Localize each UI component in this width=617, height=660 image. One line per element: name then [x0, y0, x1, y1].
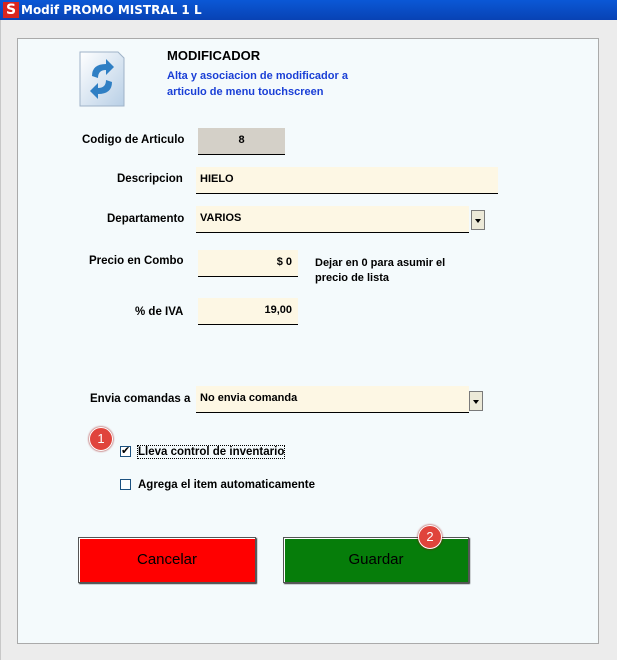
precio-label: Precio en Combo	[89, 255, 184, 267]
header-title: MODIFICADOR	[167, 48, 261, 63]
departamento-dropdown-button[interactable]	[471, 210, 485, 230]
codigo-label: Codigo de Articulo	[82, 134, 185, 146]
refresh-icon	[78, 48, 126, 108]
window-title: Modif PROMO MISTRAL 1 L	[21, 3, 202, 17]
iva-label: % de IVA	[135, 306, 184, 318]
annotation-badge-1: 1	[89, 427, 113, 451]
automatico-label[interactable]: Agrega el item automaticamente	[138, 479, 316, 491]
app-icon: S	[3, 2, 19, 18]
iva-field[interactable]: 19,00	[198, 298, 298, 325]
departamento-select[interactable]: VARIOS	[196, 206, 469, 233]
annotation-badge-2: 2	[418, 525, 442, 549]
codigo-field: 8	[198, 128, 285, 155]
descripcion-field[interactable]: HIELO	[196, 167, 498, 194]
precio-note: Dejar en 0 para asumir el precio de lista	[315, 257, 446, 284]
title-bar	[0, 0, 617, 20]
descripcion-label: Descripcion	[117, 173, 183, 185]
comandas-select[interactable]: No envia comanda	[196, 386, 469, 413]
comandas-label: Envia comandas a	[90, 393, 191, 405]
inventario-checkbox[interactable]: ✔	[121, 445, 131, 457]
departamento-label: Departamento	[107, 213, 185, 225]
inventario-label[interactable]: Lleva control de inventario	[138, 446, 285, 458]
cancel-button[interactable]: Cancelar	[78, 537, 256, 583]
automatico-checkbox[interactable]	[120, 479, 131, 490]
header-subtitle: Alta y asociacion de modificador a articulo de menu touchscreen	[167, 70, 348, 98]
save-button[interactable]: Guardar	[283, 537, 469, 583]
comandas-dropdown-button[interactable]	[469, 391, 483, 411]
precio-field[interactable]: $ 0	[198, 250, 298, 277]
